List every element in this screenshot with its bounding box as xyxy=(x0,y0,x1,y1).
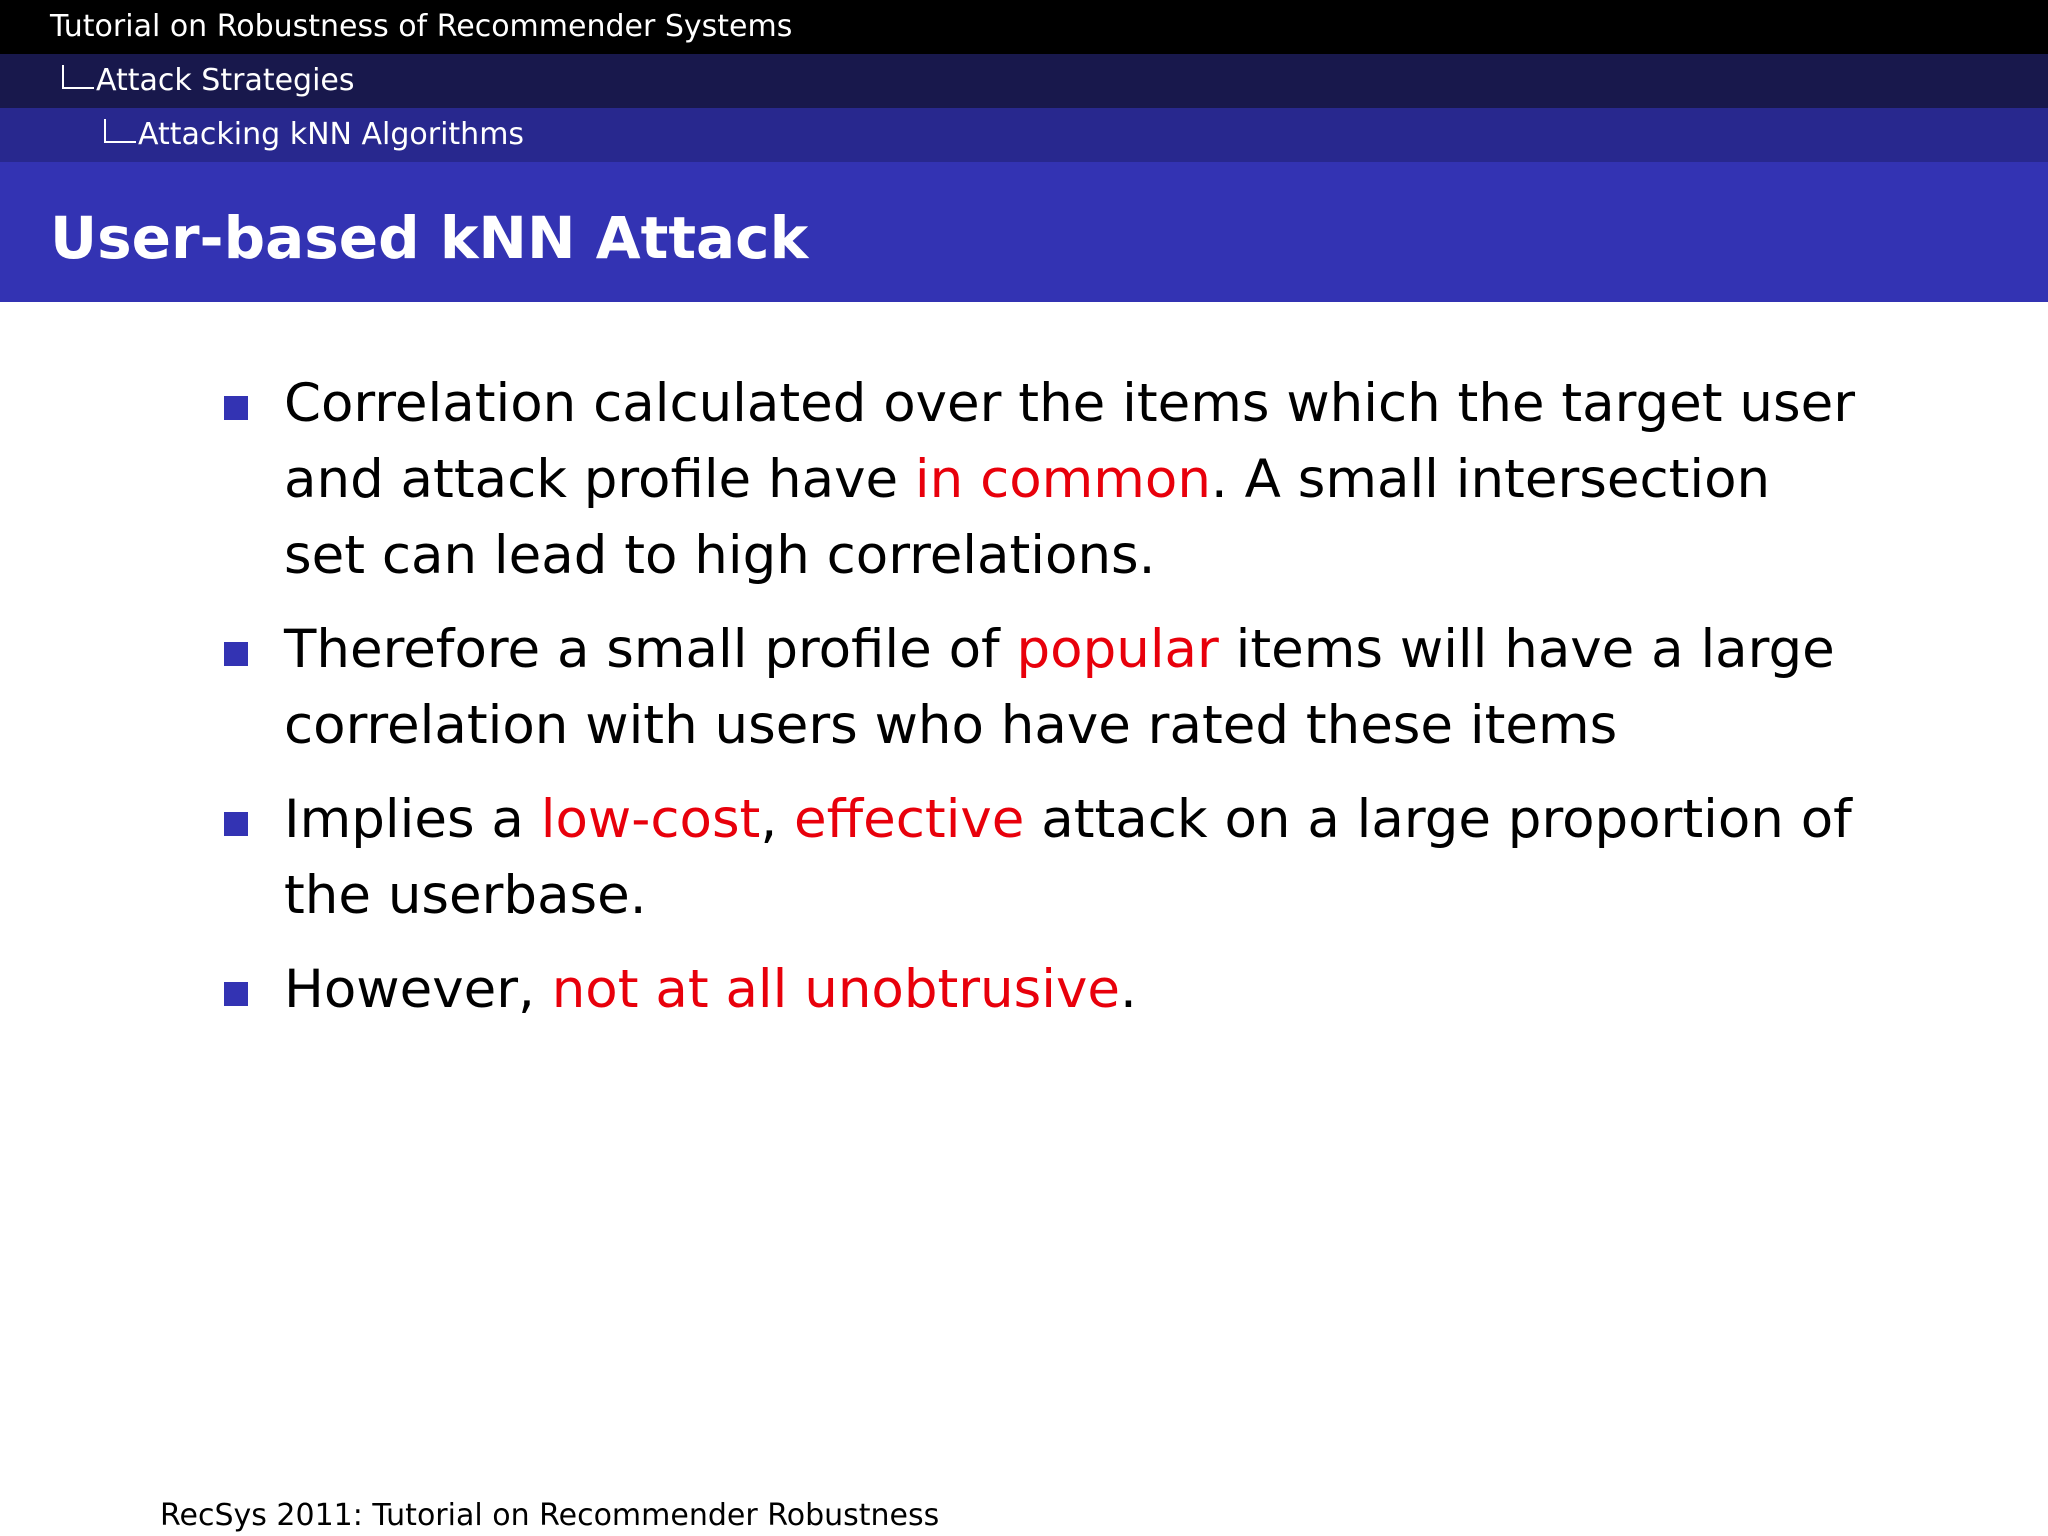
bullet-text: items will have a large correlation with users who have rated these items xyxy=(284,619,1835,756)
bullet-text: . xyxy=(1119,959,1137,1020)
bullet-item xyxy=(222,952,1862,1028)
bullet-text: Therefore a small profile of xyxy=(284,619,1017,680)
bullet-square-icon xyxy=(224,812,248,836)
bullet-text: attack on a large proportion of the userbase. xyxy=(284,789,1852,926)
bullet-highlight: not at all unobtrusive xyxy=(551,959,1120,1020)
bullet-highlight: low-cost xyxy=(540,789,761,850)
bullet-highlight: in common xyxy=(914,449,1211,510)
bullet-text: However, xyxy=(284,959,552,1020)
bullet-square-icon xyxy=(224,396,248,420)
bullet-highlight: effective xyxy=(794,789,1025,850)
header-presentation-title-bar xyxy=(0,0,2048,54)
bullet-list xyxy=(222,366,1862,1046)
subsection-title: Attacking kNN Algorithms xyxy=(138,117,525,152)
frame-title-bar xyxy=(0,162,2048,302)
header-subsection-bar xyxy=(0,108,2048,162)
bullet-item xyxy=(222,782,1862,934)
bullet-text: Implies a xyxy=(284,789,541,850)
bullet-item xyxy=(222,366,1862,594)
bullet-highlight: popular xyxy=(1016,619,1219,680)
bullet-square-icon xyxy=(224,982,248,1006)
section-title: Attack Strategies xyxy=(96,63,355,98)
bullet-text: . A small intersection set can lead to high correlations. xyxy=(284,449,1771,586)
bullet-text: , xyxy=(760,789,795,850)
bullet-text: Correlation calculated over the items which the target user and attack profile have xyxy=(284,373,1855,510)
frame-title: User-based kNN Attack xyxy=(50,204,809,272)
bullet-square-icon xyxy=(224,642,248,666)
footer-text: RecSys 2011: Tutorial on Recommender Robustness xyxy=(160,1498,940,1533)
bullet-item xyxy=(222,612,1862,764)
tree-branch-icon xyxy=(104,119,136,143)
header-section-bar xyxy=(0,54,2048,108)
tree-branch-icon xyxy=(62,65,94,89)
presentation-title: Tutorial on Robustness of Recommender Systems xyxy=(50,9,793,44)
